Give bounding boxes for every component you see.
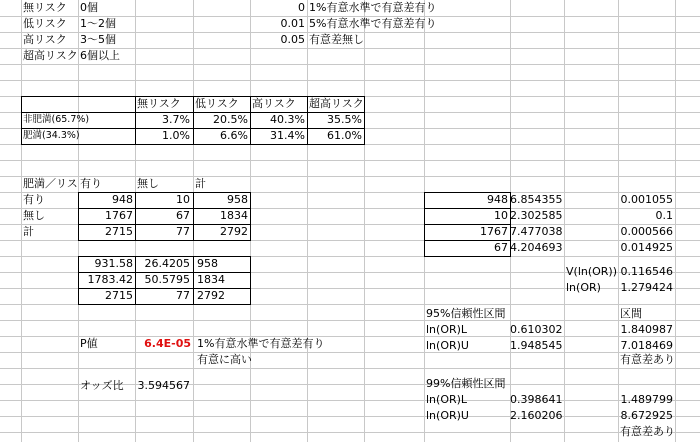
log-inv[interactable]: 0.014925 bbox=[620, 241, 673, 254]
risk-cell[interactable]: 20.5% bbox=[213, 113, 248, 126]
risk-cell[interactable]: 40.3% bbox=[270, 113, 305, 126]
log-inv[interactable]: 0.1 bbox=[655, 209, 673, 222]
expected-cell[interactable]: 77 bbox=[176, 289, 190, 302]
log-count[interactable]: 1767 bbox=[480, 225, 508, 238]
expected-cell[interactable]: 958 bbox=[197, 257, 218, 270]
cross-cell[interactable]: 2792 bbox=[220, 225, 248, 238]
legend-level[interactable]: 0.05 bbox=[280, 33, 305, 46]
risk-row-label[interactable]: 非肥満(65.7%) bbox=[23, 114, 90, 125]
lnor-value[interactable]: 1.279424 bbox=[620, 281, 673, 294]
cross-header[interactable]: 有り bbox=[80, 177, 102, 190]
legend-count[interactable]: 3～5個 bbox=[80, 33, 116, 46]
log-inv[interactable]: 0.001055 bbox=[620, 193, 673, 206]
pvalue-note[interactable]: 有意に高い bbox=[197, 353, 252, 366]
ci95-row-exp[interactable]: 7.018469 bbox=[620, 339, 673, 352]
risk-cell[interactable]: 6.6% bbox=[220, 129, 248, 142]
risk-cell[interactable]: 61.0% bbox=[327, 129, 362, 142]
cross-cell[interactable]: 67 bbox=[176, 209, 190, 222]
log-inv[interactable]: 0.000566 bbox=[620, 225, 673, 238]
log-ln[interactable]: 7.477038 bbox=[510, 225, 563, 238]
cross-cell[interactable]: 1767 bbox=[105, 209, 133, 222]
ci95-row-value[interactable]: 1.948545 bbox=[510, 339, 563, 352]
expected-cell[interactable]: 931.58 bbox=[94, 257, 133, 270]
ci95-title[interactable]: 95%信頼性区間 bbox=[426, 307, 506, 320]
lnor-label[interactable]: ln(OR) bbox=[566, 281, 601, 294]
legend-level[interactable]: 0.01 bbox=[280, 17, 305, 30]
legend-label[interactable]: 超高リスク bbox=[23, 49, 78, 62]
legend-label[interactable]: 高リスク bbox=[23, 33, 67, 46]
ci99-row-exp[interactable]: 1.489799 bbox=[620, 393, 673, 406]
cross-row-label[interactable]: 有り bbox=[23, 193, 45, 206]
risk-row-label[interactable]: 肥満(34.3%) bbox=[23, 130, 80, 141]
log-ln[interactable]: 4.204693 bbox=[510, 241, 563, 254]
ci99-row-value[interactable]: 0.398641 bbox=[510, 393, 563, 406]
log-count[interactable]: 10 bbox=[494, 209, 508, 222]
expected-cell[interactable]: 50.5795 bbox=[144, 273, 190, 286]
log-count[interactable]: 948 bbox=[487, 193, 508, 206]
cross-cell[interactable]: 948 bbox=[112, 193, 133, 206]
legend-count[interactable]: 0個 bbox=[80, 1, 98, 14]
odds-value[interactable]: 3.594567 bbox=[137, 379, 190, 392]
ci95-row-value[interactable]: 0.610302 bbox=[510, 323, 563, 336]
pvalue-value[interactable]: 6.4E-05 bbox=[144, 337, 191, 350]
cross-cell[interactable]: 2715 bbox=[105, 225, 133, 238]
legend-level-text[interactable]: 5%有意水準で有意差有り bbox=[309, 17, 437, 30]
ci95-row-label[interactable]: ln(OR)L bbox=[426, 323, 468, 336]
ci95-row-exp[interactable]: 1.840987 bbox=[620, 323, 673, 336]
cross-cell[interactable]: 1834 bbox=[220, 209, 248, 222]
ci99-row-exp[interactable]: 8.672925 bbox=[620, 409, 673, 422]
legend-count[interactable]: 6個以上 bbox=[80, 49, 120, 62]
log-count[interactable]: 67 bbox=[494, 241, 508, 254]
expected-cell[interactable]: 2792 bbox=[197, 289, 225, 302]
legend-count[interactable]: 1～2個 bbox=[80, 17, 116, 30]
ci95-result[interactable]: 有意差あり bbox=[620, 353, 675, 366]
cross-header[interactable]: 計 bbox=[195, 177, 206, 190]
risk-cell[interactable]: 3.7% bbox=[162, 113, 190, 126]
cross-corner[interactable]: 肥満／リス bbox=[23, 177, 78, 190]
legend-level[interactable]: 0 bbox=[298, 1, 305, 14]
risk-header[interactable]: 低リスク bbox=[195, 97, 239, 110]
ci99-title[interactable]: 99%信頼性区間 bbox=[426, 377, 506, 390]
ci99-row-value[interactable]: 2.160206 bbox=[510, 409, 563, 422]
log-ln[interactable]: 2.302585 bbox=[510, 209, 563, 222]
ci95-interval-label[interactable]: 区間 bbox=[620, 307, 642, 320]
expected-cell[interactable]: 1783.42 bbox=[87, 273, 133, 286]
expected-cell[interactable]: 26.4205 bbox=[144, 257, 190, 270]
pvalue-text[interactable]: 1%有意水準で有意差有り bbox=[197, 337, 325, 350]
variance-label[interactable]: V(ln(OR)) bbox=[566, 265, 618, 278]
expected-cell[interactable]: 2715 bbox=[105, 289, 133, 302]
ci99-result[interactable]: 有意差あり bbox=[620, 425, 675, 438]
legend-level-text[interactable]: 1%有意水準で有意差有り bbox=[309, 1, 437, 14]
log-ln[interactable]: 6.854355 bbox=[510, 193, 563, 206]
legend-level-text[interactable]: 有意差無し bbox=[309, 33, 364, 46]
risk-header[interactable]: 無リスク bbox=[137, 97, 181, 110]
risk-header[interactable]: 高リスク bbox=[252, 97, 296, 110]
risk-header[interactable]: 超高リスク bbox=[309, 97, 364, 110]
ci99-row-label[interactable]: ln(OR)U bbox=[426, 409, 469, 422]
risk-cell[interactable]: 35.5% bbox=[327, 113, 362, 126]
legend-label[interactable]: 無リスク bbox=[23, 1, 67, 14]
risk-cell[interactable]: 31.4% bbox=[270, 129, 305, 142]
ci95-row-label[interactable]: ln(OR)U bbox=[426, 339, 469, 352]
cross-cell[interactable]: 77 bbox=[176, 225, 190, 238]
risk-cell[interactable]: 1.0% bbox=[162, 129, 190, 142]
pvalue-label[interactable]: P値 bbox=[80, 337, 98, 350]
variance-value[interactable]: 0.116546 bbox=[620, 265, 673, 278]
cross-row-label[interactable]: 無し bbox=[23, 209, 45, 222]
ci99-row-label[interactable]: ln(OR)L bbox=[426, 393, 468, 406]
odds-label[interactable]: オッズ比 bbox=[80, 379, 124, 392]
cross-cell[interactable]: 10 bbox=[176, 193, 190, 206]
cross-header[interactable]: 無し bbox=[137, 177, 159, 190]
cross-row-label[interactable]: 計 bbox=[23, 225, 34, 238]
expected-cell[interactable]: 1834 bbox=[197, 273, 225, 286]
legend-label[interactable]: 低リスク bbox=[23, 17, 67, 30]
cross-cell[interactable]: 958 bbox=[227, 193, 248, 206]
